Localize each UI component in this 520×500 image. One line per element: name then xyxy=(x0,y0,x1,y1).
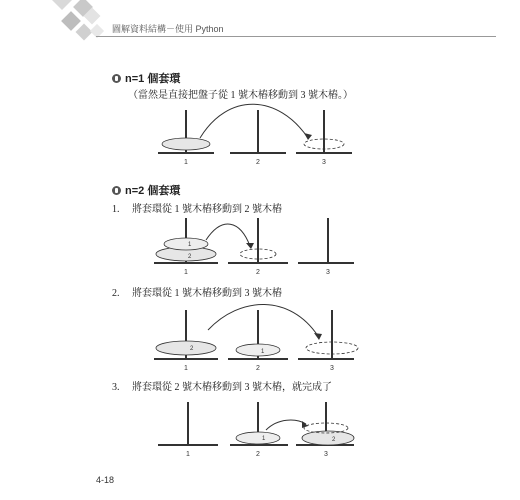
peg-label-3: 3 xyxy=(324,451,328,458)
peg-label-2: 2 xyxy=(256,365,260,372)
disk-1 xyxy=(164,238,208,250)
peg-label-1: 1 xyxy=(184,159,188,166)
bullet-icon xyxy=(112,74,121,83)
disk-2 xyxy=(156,341,216,355)
diagram-n1 xyxy=(150,100,360,166)
section-heading-n1 xyxy=(112,70,180,86)
step-2 xyxy=(112,284,282,299)
step-3-text: 將套環從 2 號木樁移動到 3 號木樁，就完成了 xyxy=(132,382,332,393)
section-heading-n2 xyxy=(112,182,180,198)
step-3-number: 3. xyxy=(112,382,120,393)
peg-label-3: 3 xyxy=(322,159,326,166)
step-3 xyxy=(112,378,332,393)
diagram-step-3 xyxy=(150,396,360,460)
disk-label-1: 1 xyxy=(262,436,266,442)
step-2-number: 2. xyxy=(112,288,120,299)
step-2-text: 將套環從 1 號木樁移動到 3 號木樁 xyxy=(132,288,282,299)
peg-label-3: 3 xyxy=(326,269,330,276)
disk-label-1: 1 xyxy=(261,349,265,355)
peg-label-1: 1 xyxy=(186,451,190,458)
peg-label-1: 1 xyxy=(184,269,188,276)
peg-group-1 xyxy=(158,402,218,446)
diagram-step-2 xyxy=(150,300,360,372)
peg-label-1: 1 xyxy=(184,365,188,372)
section-n1-note: （當然是直接把盤子從 1 號木樁移動到 3 號木樁。） xyxy=(128,90,353,101)
peg-label-2: 2 xyxy=(256,451,260,458)
section-heading-n1-text: n=1 個套環 xyxy=(125,73,181,85)
step-1-number: 1. xyxy=(112,204,120,215)
disk-1 xyxy=(236,344,280,356)
section-heading-n2-text: n=2 個套環 xyxy=(125,185,181,197)
peg-group-3 xyxy=(298,310,354,360)
arrow-head xyxy=(246,243,254,249)
peg-label-3: 3 xyxy=(330,365,334,372)
page-number: 4-18 xyxy=(96,475,115,485)
bullet-icon xyxy=(112,186,121,195)
peg-label-2: 2 xyxy=(256,159,260,166)
disk-label-2: 2 xyxy=(188,254,192,260)
arrow-head xyxy=(314,333,322,340)
peg-group-3 xyxy=(298,218,354,264)
header-divider xyxy=(96,36,496,37)
arrow-head xyxy=(302,421,308,428)
book-title: 圖解資料結構－使用 Python xyxy=(112,24,224,34)
disk-1 xyxy=(162,138,210,150)
corner-decoration xyxy=(0,0,112,58)
move-arrow xyxy=(200,104,308,138)
peg-group-2 xyxy=(228,218,288,264)
disk-label-2: 2 xyxy=(190,346,194,352)
arrow-head xyxy=(304,133,312,140)
disk-label-2: 2 xyxy=(332,437,336,443)
diagram-step-1 xyxy=(150,210,360,276)
move-arrow xyxy=(266,420,306,430)
move-arrow xyxy=(206,224,250,246)
step-1-text: 將套環從 1 號木樁移動到 2 號木樁 xyxy=(132,204,282,215)
move-arrow xyxy=(208,304,318,336)
peg-group-2 xyxy=(230,110,286,154)
disk-label-1: 1 xyxy=(188,242,192,248)
disk-1 xyxy=(236,432,280,444)
peg-label-2: 2 xyxy=(256,269,260,276)
peg-group-3 xyxy=(296,110,352,154)
